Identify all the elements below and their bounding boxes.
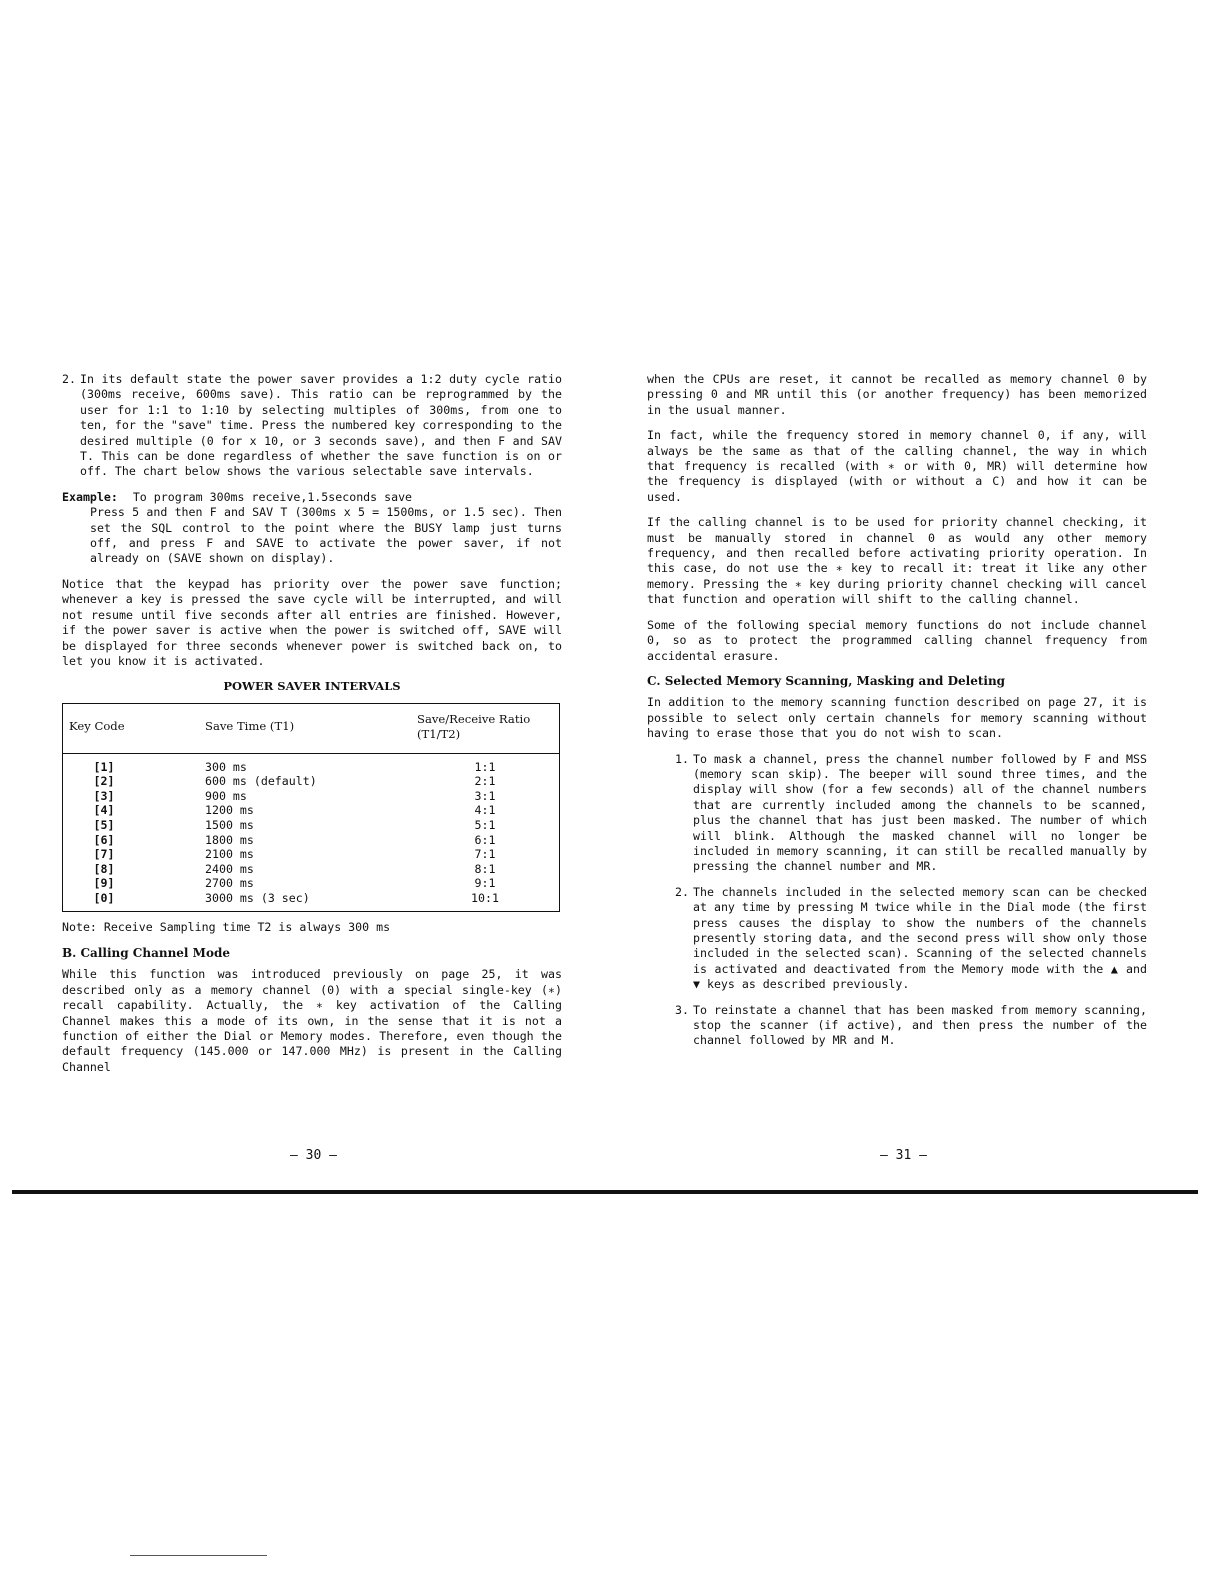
item-number: 3. [675,1002,689,1017]
footer-link-rule [130,1555,267,1556]
key-code-cell: [2] [93,774,115,789]
save-time-cell: 1800 ms [205,832,254,847]
bottom-divider [12,1190,1198,1194]
list-item [647,752,1147,875]
example-body: Press 5 and then F and SAV T (300ms x 5 = 1500ms, or 1.5 sec). Then set the SQL control to the point where the BUSY lamp just turns off, and press F and SAVE to activate the power saver, if not already on (SAVE shown on display). [90,505,562,566]
example-block [62,490,562,567]
save-time-cell: 600 ms (default) [205,774,317,789]
table-row [63,803,560,818]
notice-paragraph: Notice that the keypad has priority over the power save function; whenever a key is pressed the save cycle will be interrupted, and will not resume until five seconds after all entries are finished. However, if the power saver is active when the power is switched off, SAVE will be displayed for three seconds whenever power is switched back on, to let you know it is activated. [62,576,562,668]
list-item [647,1003,1147,1049]
table-row [63,789,560,804]
item-number: 2. [62,372,76,386]
item-number: 1. [675,751,689,766]
section-b-heading: B. Calling Channel Mode [62,945,230,960]
left-page [62,372,562,1085]
right-paragraph-3: If the calling channel is to be used for priority channel checking, it must be manually stored in channel 0 as would any other memory frequency, and then recalled before activating priority operation. In this case, do not use the ∗ key to recall it: treat it like any other memory. Pressing the ∗ key during priority channel checking will cancel that function and operation will shift to the calling channel. [647,515,1147,607]
ratio-cell: 7:1 [474,847,496,862]
save-time-cell: 1500 ms [205,817,254,832]
save-time-cell: 3000 ms (3 sec) [205,890,310,905]
header-ratio: Save/Receive Ratio (T1/T2) [411,703,560,753]
table-row [63,891,560,912]
page-number-30: — 30 — [290,1148,337,1163]
key-code-cell: [1] [93,759,115,774]
key-code-cell: [7] [93,847,115,862]
table-row [63,833,560,848]
header-key-code: Key Code [63,703,146,753]
ratio-cell: 9:1 [474,876,496,891]
right-paragraph-2: In fact, while the frequency stored in memory channel 0, if any, will always be the same as that of the calling channel, the way in which that frequency is recalled (with ∗ or with 0, MR) will determine how the frequency is displayed (with or without a C) and how it can be used. [647,428,1147,504]
key-code-cell: [3] [93,788,115,803]
table-body [63,753,560,912]
save-time-cell: 900 ms [205,788,247,803]
item-number: 2. [675,884,689,899]
right-paragraph-4: Some of the following special memory functions do not include channel 0, so as to protect the programmed calling channel frequency from accidental erasure. [647,617,1147,663]
save-time-cell: 2700 ms [205,876,254,891]
example-first-line: To program 300ms receive,1.5seconds save [132,489,413,504]
save-time-cell: 300 ms [205,759,247,774]
power-saver-item-2 [62,372,562,480]
save-time-cell: 2100 ms [205,847,254,862]
section-b-paragraph: While this function was introduced previously on page 25, it was described only as a memory channel (0) with a special single-key (∗) recall capability. Actually, the ∗ key activation of the Calling Channel makes this a mode of its own, in the sense that it is not a function of either the Dial or Memory modes. Therefore, even though the default frequency (145.000 or 147.000 MHz) is present in the Calling Channel [62,967,562,1074]
item-text: In its default state the power saver provides a 1:2 duty cycle ratio (300ms receive, 600ms save). This ratio can be reprogrammed by the user for 1:1 to 1:10 by selecting multiples of 300ms, from one to ten, for the "save" time. Press the numbered key corresponding to the desired multiple (0 for x 10, or 3 seconds save), and then F and SAV T. This can be done regardless of whether the save function is on or off. The chart below shows the various selectable save intervals. [80,372,562,479]
page-number-31: — 31 — [880,1148,927,1163]
ratio-cell: 4:1 [474,803,496,818]
ratio-cell: 3:1 [474,788,496,803]
item-text: To reinstate a channel that has been masked from memory scanning, stop the scanner (if active), and then press the number of the channel followed by MR and M. [693,1002,1147,1048]
ratio-cell: 10:1 [471,890,499,905]
power-saver-intervals-table [62,703,560,913]
ratio-cell: 1:1 [474,759,496,774]
key-code-cell: [9] [93,876,115,891]
ratio-cell: 6:1 [474,832,496,847]
table-title: POWER SAVER INTERVALS [223,679,401,694]
table-row [63,753,560,774]
save-time-cell: 2400 ms [205,861,254,876]
ratio-cell: 5:1 [474,817,496,832]
table-row [63,862,560,877]
key-code-cell: [5] [93,817,115,832]
key-code-cell: [4] [93,803,115,818]
table-row [63,847,560,862]
table-note: Note: Receive Sampling time T2 is always 300 ms [62,920,391,935]
key-code-cell: [6] [93,832,115,847]
example-label: Example: [62,489,118,504]
header-save-time: Save Time (T1) [145,703,411,753]
table-row [63,876,560,891]
right-paragraph-1: when the CPUs are reset, it cannot be recalled as memory channel 0 by pressing 0 and MR until this (or another frequency) has been memorized in the usual manner. [647,372,1147,417]
section-c-paragraph: In addition to the memory scanning function described on page 27, it is possible to select only certain channels for memory scanning without having to erase those that you do not wish to scan. [647,695,1147,741]
right-page [647,372,1147,1059]
item-text: The channels included in the selected memory scan can be checked at any time by pressing M twice while in the Dial mode (the first press causes the display to show the numbers of the channels presently storing data, and the second press will show only those included in the selected scan). Scanning of the selected channels is activated and deactivated from the Memory mode with the ▲ and ▼ keys as described previously. [693,884,1147,992]
key-code-cell: [0] [93,890,115,905]
table-row [63,774,560,789]
list-item [647,885,1147,993]
save-time-cell: 1200 ms [205,803,254,818]
ratio-cell: 2:1 [474,774,496,789]
ratio-cell: 8:1 [474,861,496,876]
section-c-heading: C. Selected Memory Scanning, Masking and Deleting [647,673,1006,688]
item-text: To mask a channel, press the channel number followed by F and MSS (memory scan skip). The beeper will sound three times, and the display will show (for a few seconds) all of the channel numbers that are currently included among the channels to be scanned, plus the channel that has just been masked. The number of which will blink. Although the masked channel will no longer be included in memory scanning, it can still be recalled manually by pressing the channel number and MR. [693,751,1147,874]
table-header-row [63,703,560,753]
key-code-cell: [8] [93,861,115,876]
table-row [63,818,560,833]
